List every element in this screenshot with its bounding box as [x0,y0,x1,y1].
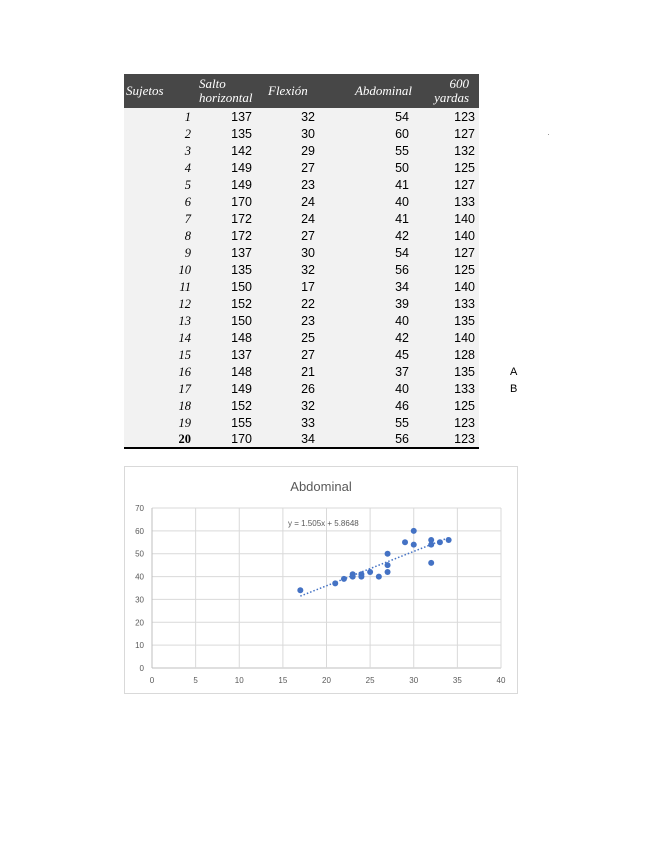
table-row [124,142,479,159]
table-row [124,414,479,431]
x-tick-label: 25 [365,676,375,685]
cell-subject: 6 [184,194,191,209]
y-tick-label: 30 [135,595,144,605]
cell-abdominal: 39 [395,296,409,311]
cell-abdominal: 56 [395,262,409,277]
cell-abdominal: 42 [395,228,409,243]
stray-dot [548,134,549,135]
cell-yardas: 125 [454,398,475,413]
cell-abdominal: 40 [395,313,409,328]
data-point [385,551,391,557]
cell-subject: 10 [178,262,191,277]
cell-flexion: 34 [266,431,337,448]
data-point [385,569,391,575]
cell-flexion: 24 [301,194,315,209]
cell-flexion: 23 [301,177,315,192]
cell-salto: 137 [231,347,252,362]
table-row [124,210,479,227]
cell-abdominal: 55 [395,143,409,158]
cell-flexion: 27 [301,160,315,175]
x-tick-label: 20 [322,676,331,685]
cell-flexion: 17 [301,279,315,294]
cell-abdominal: 54 [395,245,409,260]
cell-subject: 4 [184,160,191,175]
cell-salto: 170 [195,431,266,448]
cell-yardas: 128 [454,347,475,362]
cell-abdominal: 56 [337,431,412,448]
cell-flexion: 30 [301,126,315,141]
cell-subject: 19 [178,415,191,430]
cell-yardas: 123 [454,109,475,124]
cell-abdominal: 41 [395,211,409,226]
cell-yardas: 140 [454,211,475,226]
cell-flexion: 29 [301,143,315,158]
cell-subject: 15 [178,347,191,362]
table-row [124,244,479,261]
cell-subject: 9 [184,245,191,260]
y-tick-label: 50 [135,549,144,559]
chart-svg [125,467,517,693]
x-tick-label: 15 [278,676,288,685]
trendline [300,538,448,596]
cell-flexion: 27 [301,347,315,362]
cell-yardas: 133 [454,381,475,396]
cell-subject: 20 [124,431,195,448]
cell-yardas: 125 [454,262,475,277]
table-row [124,278,479,295]
data-point [341,576,347,582]
cell-abdominal: 45 [395,347,409,362]
cell-flexion: 27 [301,228,315,243]
data-point [446,537,452,543]
table-row [124,125,479,142]
cell-abdominal: 40 [395,381,409,396]
cell-subject: 17 [178,381,191,396]
cell-yardas: 132 [454,143,475,158]
cell-subject: 18 [178,398,191,413]
cell-abdominal: 60 [395,126,409,141]
x-tick-label: 10 [234,676,244,685]
cell-salto: 172 [231,211,252,226]
cell-abdominal: 40 [395,194,409,209]
y-tick-label: 40 [135,572,144,582]
cell-yardas: 140 [454,279,475,294]
cell-yardas: 135 [454,364,475,379]
cell-yardas: 127 [454,177,475,192]
data-point [411,542,417,548]
cell-salto: 152 [231,398,252,413]
cell-salto: 135 [231,126,252,141]
cell-salto: 135 [231,262,252,277]
table-row [124,380,479,397]
cell-subject: 5 [184,177,191,192]
cell-abdominal: 37 [395,364,409,379]
cell-subject: 13 [178,313,191,328]
cell-flexion: 25 [301,330,315,345]
data-point [350,574,356,580]
cell-subject: 2 [184,126,191,141]
cell-salto: 148 [231,330,252,345]
data-point [402,539,408,545]
x-tick-label: 40 [496,676,506,685]
header-subjects: Sujetos [126,83,164,98]
cell-salto: 150 [231,279,252,294]
table-row [124,346,479,363]
data-point [332,580,338,586]
cell-flexion: 32 [301,398,315,413]
table-row [124,227,479,244]
data-point [411,528,417,534]
data-point [297,587,303,593]
y-tick-label: 60 [135,526,144,536]
scatter-chart [124,466,518,694]
cell-salto: 142 [231,143,252,158]
cell-flexion: 32 [301,109,315,124]
table-row [124,397,479,414]
cell-abdominal: 41 [395,177,409,192]
table-row [124,295,479,312]
cell-yardas: 133 [454,296,475,311]
header-600-yardas: 600 yardas [434,76,469,105]
table-row [124,159,479,176]
cell-yardas: 140 [454,228,475,243]
cell-salto: 155 [231,415,252,430]
cell-salto: 137 [231,109,252,124]
cell-subject: 7 [184,211,191,226]
cell-salto: 152 [231,296,252,311]
cell-salto: 149 [231,160,252,175]
cell-yardas: 140 [454,330,475,345]
table-row [124,261,479,278]
header-flexion: Flexión [268,83,308,98]
data-point [358,571,364,577]
y-tick-label: 10 [135,641,144,651]
cell-salto: 170 [231,194,252,209]
cell-flexion: 21 [301,364,315,379]
cell-yardas: 125 [454,160,475,175]
cell-subject: 8 [184,228,191,243]
cell-salto: 148 [231,364,252,379]
table-header-row [124,74,479,108]
cell-flexion: 32 [301,262,315,277]
header-abdominal: Abdominal [354,83,412,98]
data-point [428,537,434,543]
cell-flexion: 23 [301,313,315,328]
cell-abdominal: 42 [395,330,409,345]
header-salto-horizontal [195,74,266,108]
cell-abdominal: 50 [395,160,409,175]
data-point [367,569,373,575]
x-tick-label: 5 [193,676,198,685]
x-tick-label: 0 [149,676,155,685]
cell-subject: 1 [184,109,191,124]
x-tick-label: 30 [409,676,419,685]
cell-abdominal: 54 [395,109,409,124]
table-row [124,431,479,448]
label-a: A [510,366,518,378]
cell-salto: 150 [231,313,252,328]
data-point [428,560,434,566]
cell-subject: 3 [184,143,191,158]
data-point [376,574,382,580]
y-tick-label: 20 [135,618,144,628]
x-tick-label: 35 [452,676,462,685]
data-point [385,562,391,568]
header-salto-line2: horizontal [199,90,253,105]
table-row [124,329,479,346]
cell-subject: 14 [178,330,191,345]
table-row [124,176,479,193]
cell-salto: 172 [231,228,252,243]
cell-yardas: 133 [454,194,475,209]
cell-flexion: 24 [301,211,315,226]
cell-subject: 11 [179,279,191,294]
cell-yardas: 127 [454,245,475,260]
cell-flexion: 33 [301,415,315,430]
cell-yardas: 135 [454,313,475,328]
cell-flexion: 26 [301,381,315,396]
table-row [124,363,479,380]
label-b: B [510,383,518,395]
data-point [437,539,443,545]
table-body [124,108,479,448]
cell-subject: 12 [178,296,191,311]
cell-salto: 149 [231,381,252,396]
data-table [124,74,479,449]
y-tick-label: 70 [135,504,144,513]
cell-yardas: 127 [454,126,475,141]
cell-subject: 16 [178,364,191,379]
table-row [124,108,479,125]
cell-flexion: 30 [301,245,315,260]
table-row [124,312,479,329]
cell-abdominal: 34 [395,279,409,294]
table-row [124,193,479,210]
cell-yardas: 123 [412,431,479,448]
trendline-equation: y = 1.505x + 5.8648 [288,519,359,528]
cell-abdominal: 55 [395,415,409,430]
chart-title: Abdominal [290,479,352,494]
cell-yardas: 123 [454,415,475,430]
cell-salto: 137 [231,245,252,260]
header-salto-line1: Salto [199,76,226,91]
y-tick-label: 0 [139,664,144,673]
cell-flexion: 22 [301,296,315,311]
cell-salto: 149 [231,177,252,192]
cell-abdominal: 46 [395,398,409,413]
